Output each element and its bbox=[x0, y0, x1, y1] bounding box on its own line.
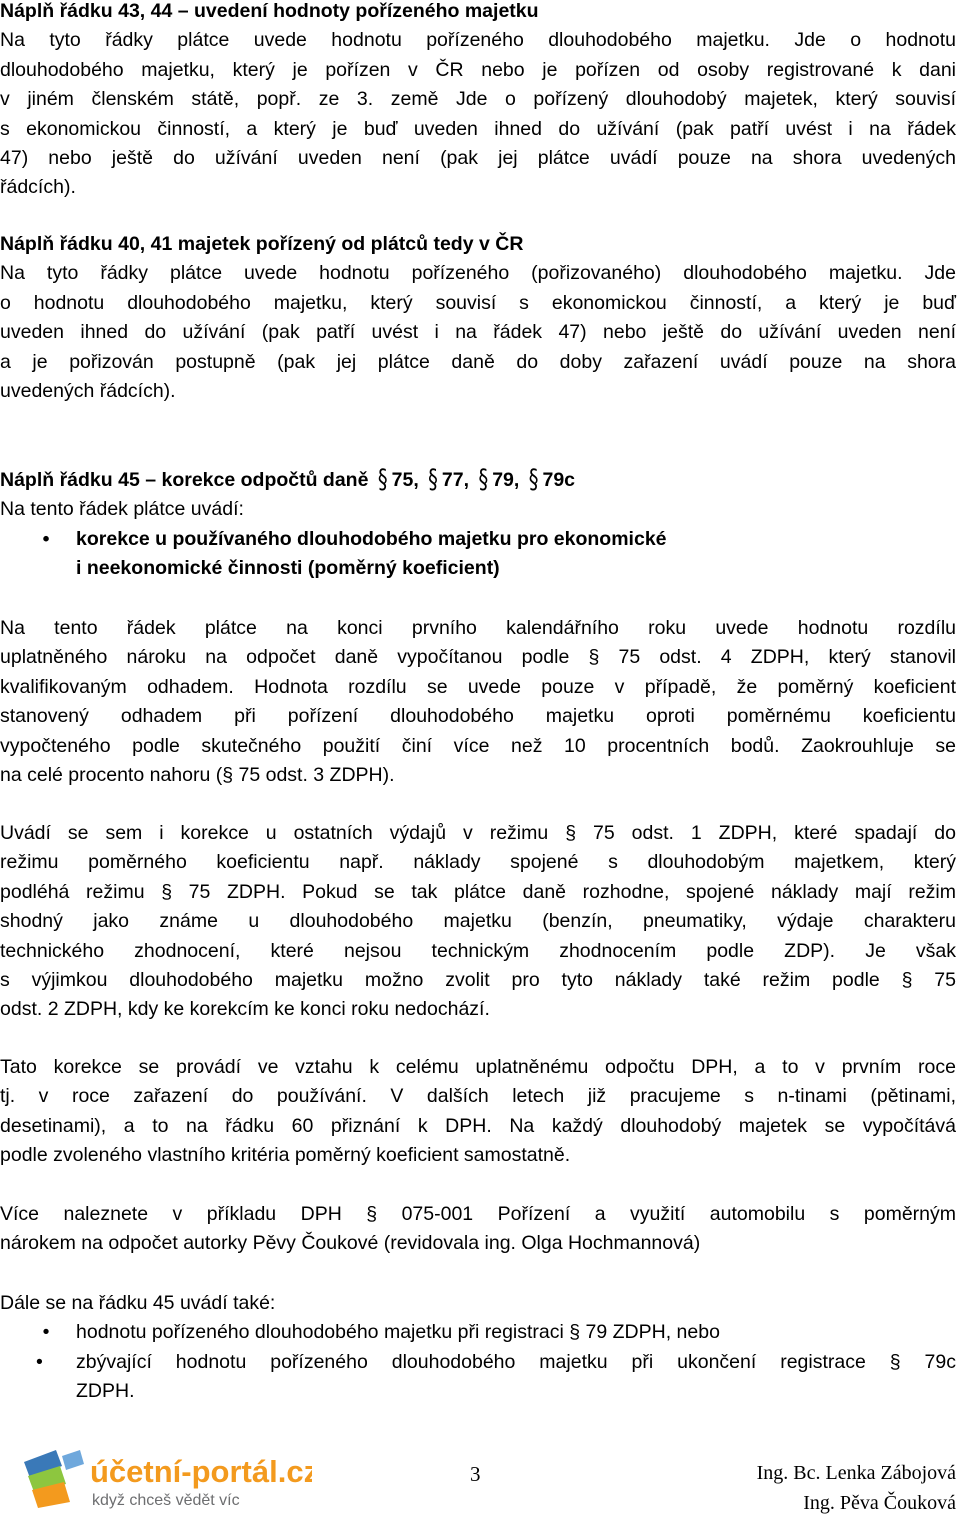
text-line: desetinami), a to na řádku 60 přiznání k DPH. Na každý dlouhodobý majetek se vypočítává bbox=[0, 1114, 956, 1137]
bullet-item bbox=[0, 1348, 956, 1377]
text-line: vypočteného podle skutečného použití činí více než 10 procentních bodů. Zaokrouhluje se bbox=[0, 734, 956, 757]
bullet-text: i neekonomické činnosti (poměrný koeficient) bbox=[76, 557, 500, 580]
bullet-text: hodnotu pořízeného dlouhodobého majetku při registraci § 79 ZDPH, nebo bbox=[76, 1321, 720, 1344]
heading-text: Náplň řádku 45 – korekce odpočtů daně bbox=[0, 469, 369, 491]
text-line: 47) nebo ještě do užívání uveden není (pak jej plátce uvádí pouze na shora uvedených bbox=[0, 147, 956, 170]
heading-ref: 79, bbox=[492, 469, 520, 491]
heading-ref: 75, bbox=[391, 469, 419, 491]
text-line: řádcích). bbox=[0, 176, 76, 199]
section-row-45 bbox=[0, 465, 956, 584]
section-heading: Náplň řádku 40, 41 majetek pořízený od plátců tedy v ČR bbox=[0, 233, 524, 255]
text-line: s ekonomickou činností, a který je buď uveden ihned do užívání (pak patří uvést i na řádek bbox=[0, 117, 956, 140]
section-heading bbox=[0, 465, 956, 495]
section-heading: Náplň řádku 43, 44 – uvedení hodnoty pořízeného majetku bbox=[0, 0, 539, 22]
ucetni-portal-logo bbox=[22, 1446, 312, 1510]
section-rows-40-41 bbox=[0, 230, 956, 406]
logo-tagline: když chceš vědět víc bbox=[92, 1492, 240, 1509]
paragraph-dale bbox=[0, 1289, 956, 1407]
bullet-text: ZDPH. bbox=[76, 1380, 135, 1403]
text-line: podléhá režimu § 75 ZDPH. Pokud se tak plátce daně rozhodne, spojené náklady mají režim bbox=[0, 880, 956, 903]
bullet-item-continuation bbox=[0, 554, 956, 583]
paragraph-korekce bbox=[0, 614, 956, 790]
text-line: technického zhodnocení, které nejsou technickým zhodnocením podle ZDP). Je však bbox=[0, 939, 956, 962]
author-name: Ing. Bc. Lenka Zábojová bbox=[756, 1462, 956, 1484]
page-footer bbox=[0, 1440, 960, 1519]
text-line: a je pořizován postupně (pak jej plátce daně do doby zařazení uvádí pouze na shora bbox=[0, 350, 956, 373]
text-line: Na tento řádek plátce na konci prvního kalendářního roku uvede hodnotu rozdílu bbox=[0, 617, 956, 639]
text-line: Více naleznete v příkladu DPH § 075-001 Pořízení a využití automobilu s poměrným bbox=[0, 1203, 956, 1225]
section-sign-icon: § bbox=[377, 463, 388, 495]
text-line: v jiném členském státě, popř. ze 3. země Jde o pořízený dlouhodobý majetek, který souvisí bbox=[0, 88, 956, 111]
text-line: Tato korekce se provádí ve vztahu k celému uplatněnému odpočtu DPH, a to v prvním roce bbox=[0, 1056, 956, 1078]
author-name: Ing. Pěva Čouková bbox=[803, 1492, 956, 1514]
text-line: o hodnotu dlouhodobého majetku, který souvisí s ekonomickou činností, a který je buď bbox=[0, 291, 956, 314]
logo-text: účetní-portál.cz bbox=[90, 1454, 312, 1489]
text-line: odst. 2 ZDPH, kdy ke korekcím ke konci roku nedochází. bbox=[0, 998, 490, 1021]
page-number: 3 bbox=[470, 1462, 481, 1486]
intro-text: Dále se na řádku 45 uvádí také: bbox=[0, 1292, 276, 1314]
section-rows-43-44 bbox=[0, 0, 956, 203]
paragraph-ostatni-vydaje bbox=[0, 819, 956, 1025]
bullet-icon: • bbox=[42, 1321, 50, 1344]
text-line: shodný jako známe u dlouhodobého majetku (benzín, pneumatiky, výdaje charakteru bbox=[0, 910, 956, 933]
text-line: tj. v roce zařazení do používání. V dalších letech již pracujeme s n-tinami (pětinami, bbox=[0, 1085, 956, 1108]
bullet-text: korekce u používaného dlouhodobého majetku pro ekonomické bbox=[76, 527, 667, 550]
text-line: kvalifikovaným odhadem. Hodnota rozdílu se uvede pouze v případě, že poměrný koeficient bbox=[0, 675, 956, 698]
text-line: na celé procento nahoru (§ 75 odst. 3 ZDPH). bbox=[0, 764, 395, 787]
section-sign-icon: § bbox=[528, 463, 539, 495]
heading-ref: 79c bbox=[542, 469, 576, 491]
intro-text: Na tento řádek plátce uvádí: bbox=[0, 498, 244, 521]
text-line: uvedených řádcích). bbox=[0, 380, 176, 403]
text-line: uplatněného nároku na odpočet daně vypočítanou podle § 75 odst. 4 ZDPH, který stanovil bbox=[0, 646, 956, 669]
text-line: Na tyto řádky plátce uvede hodnotu pořízeného dlouhodobého majetku. Jde o hodnotu bbox=[0, 29, 956, 52]
section-sign-icon: § bbox=[478, 463, 489, 495]
heading-ref: 77, bbox=[441, 469, 470, 491]
logo-mark-icon bbox=[22, 1446, 312, 1510]
bullet-icon: • bbox=[42, 527, 50, 550]
text-line: s výjimkou dlouhodobého majetku možno zvolit pro tyto náklady také režim podle § 75 bbox=[0, 969, 956, 992]
bullet-icon: • bbox=[36, 1350, 43, 1373]
text-line: dlouhodobého majetku, který je pořízen v ČR nebo je pořízen od osoby registrované k dani bbox=[0, 58, 956, 81]
text-line: Na tyto řádky plátce uvede hodnotu pořízeného (pořizovaného) dlouhodobého majetku. Jde bbox=[0, 262, 956, 285]
text-line: nárokem na odpočet autorky Pěvy Čoukové (revidovala ing. Olga Hochmannová) bbox=[0, 1232, 701, 1255]
text-line: režimu poměrného koeficientu např. náklady spojené s dlouhodobým majetkem, který bbox=[0, 851, 956, 874]
bullet-item bbox=[0, 1318, 956, 1347]
text-line: Uvádí se sem i korekce u ostatních výdajů v režimu § 75 odst. 1 ZDPH, které spadají do bbox=[0, 822, 956, 844]
text-line: stanovený odhadem při pořízení dlouhodobého majetku oproti poměrnému koeficientu bbox=[0, 705, 956, 728]
paragraph-vice-naleznete bbox=[0, 1200, 956, 1259]
bullet-item-continuation bbox=[0, 1377, 956, 1406]
text-line: uveden ihned do užívání (pak patří uvést i na řádek 47) nebo ještě do užívání uveden není bbox=[0, 321, 956, 344]
section-sign-icon: § bbox=[428, 463, 438, 495]
paragraph-prvni-rok bbox=[0, 1053, 956, 1171]
bullet-item bbox=[0, 525, 956, 554]
text-line: podle zvoleného vlastního kritéria poměrný koeficient samostatně. bbox=[0, 1144, 571, 1167]
bullet-text: zbývající hodnotu pořízeného dlouhodobého majetku při ukončení registrace § 79c bbox=[76, 1350, 956, 1373]
